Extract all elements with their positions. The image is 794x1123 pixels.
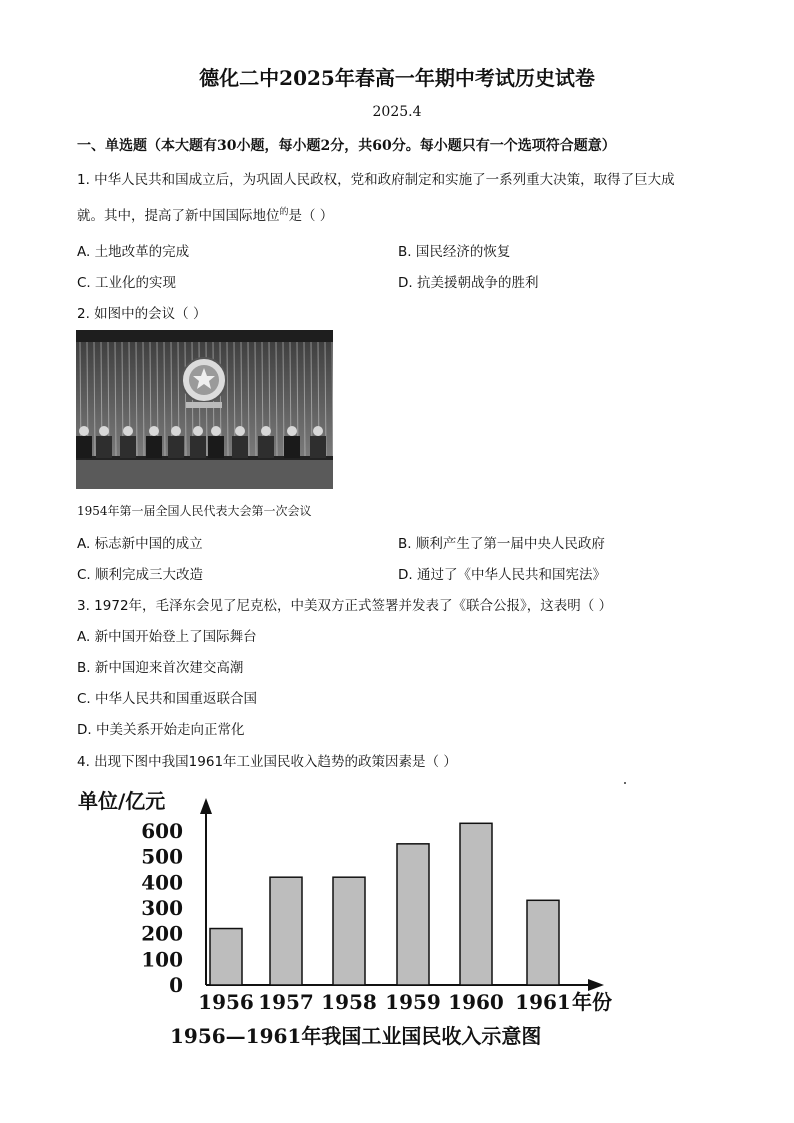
chart-title: 1956—1961年我国工业国民收入示意图: [170, 1024, 542, 1048]
q1-stem-main: 就。其中，提高了新中国国际地位: [77, 208, 280, 224]
x-tick-label: 1957: [258, 990, 314, 1014]
chart-x-axis-label: 年份: [572, 990, 612, 1014]
q2-option-a[interactable]: A. 标志新中国的成立: [77, 536, 203, 552]
y-tick-label: 100: [141, 947, 183, 972]
q3-stem: 3. 1972年，毛泽东会见了尼克松，中美双方正式签署并发表了《联合公报》，这表明（ ）: [77, 598, 613, 614]
x-tick-label: 1956: [198, 990, 254, 1014]
exam-title: 德化二中2025年春高一年期中考试历史试卷: [199, 66, 595, 90]
meeting-photo: [76, 330, 333, 489]
q2-option-d[interactable]: D. 通过了《中华人民共和国宪法》: [398, 567, 606, 583]
bar-1956: [210, 929, 242, 985]
y-tick-label: 300: [141, 896, 183, 920]
section-heading: 一、单选题（本大题有30小题，每小题2分，共60分。每小题只有一个选项符合题意）: [77, 138, 616, 154]
x-tick-label: 1959: [385, 990, 441, 1014]
bar-1957: [270, 877, 302, 985]
x-tick-label: 1958: [321, 990, 377, 1014]
y-tick-label: 200: [141, 921, 183, 946]
q4-stem: 4. 出现下图中我国1961年工业国民收入趋势的政策因素是（ ）: [77, 754, 457, 770]
bar-1959: [397, 844, 429, 985]
q1-stem-line2: [77, 204, 333, 224]
q1-option-d[interactable]: D. 抗美援朝战争的胜利: [398, 275, 539, 291]
chart-y-axis-label: 单位/亿元: [78, 789, 166, 813]
income-bar-chart: [76, 784, 636, 1054]
q1-stem-tail: 是（ ）: [288, 208, 334, 224]
bar-1958: [333, 877, 365, 985]
y-tick-label: 500: [141, 844, 183, 869]
q3-option-b[interactable]: B. 新中国迎来首次建交高潮: [77, 660, 244, 676]
x-tick-label: 1960: [448, 990, 504, 1014]
bar-1960: [460, 823, 492, 985]
y-axis-arrow: [200, 798, 212, 814]
x-tick-label: 1961: [515, 990, 571, 1014]
q1-stem-sup: 的: [279, 207, 289, 218]
q1-stem-line1: 1. 中华人民共和国成立后，为巩固人民政权，党和政府制定和实施了一系列重大决策，取得了巨大成: [77, 172, 675, 188]
y-tick-label: 0: [169, 973, 183, 997]
q1-option-b[interactable]: B. 国民经济的恢复: [398, 244, 511, 260]
y-tick-label: 600: [141, 819, 183, 843]
q2-option-b[interactable]: B. 顺利产生了第一届中央人民政府: [398, 536, 605, 552]
y-tick-label: 400: [141, 870, 183, 895]
photo-caption: 1954年第一届全国人民代表大会第一次会议: [77, 504, 312, 518]
bar-1961: [527, 900, 559, 985]
exam-date: 2025.4: [372, 104, 422, 120]
q1-option-a[interactable]: A. 土地改革的完成: [77, 244, 190, 260]
q1-option-c[interactable]: C. 工业化的实现: [77, 275, 177, 291]
q2-stem: 2. 如图中的会议（ ）: [77, 306, 207, 322]
q3-option-d[interactable]: D. 中美关系开始走向正常化: [77, 722, 245, 738]
q3-option-c[interactable]: C. 中华人民共和国重返联合国: [77, 691, 258, 707]
q3-option-a[interactable]: A. 新中国开始登上了国际舞台: [77, 629, 257, 645]
q2-option-c[interactable]: C. 顺利完成三大改造: [77, 567, 204, 583]
